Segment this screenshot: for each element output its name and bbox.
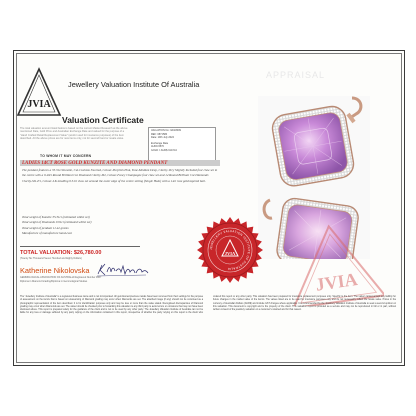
item-title: LADIES 14CT ROSE GOLD KUNZITE AND DIAMOND PENDANT: [22, 161, 168, 166]
weight-line: Total weight of pendant 11.42 grams: [22, 225, 69, 230]
info-line: Date: 19th July 2024: [151, 136, 174, 140]
red-seal-icon: [196, 216, 264, 284]
signer-name: Katherine Nikolovska: [20, 266, 90, 275]
item-description: The pendant features a 35.31ct Kunzite, Cut-Cushion Faceted, Colour-Purplish Pink, Tone-Medium Deep, Clarity-Very Slightly Included four claw set in the centre with a 0.40ct Round Brilliant Cut Diamond Clarity-SI2, Colour-Fancy Champagne four claw set and 14 Round Brilliant Cut Diamonds Clarity-SI1-P1, Colour-I-K totalling 0.51ct claw set around the outer edge of the centre setting (Single Halo) with a 14ct rose gold tapered bail.: [22, 168, 218, 183]
institute-title: Jewellery Valuation Institute Of Australia: [68, 80, 200, 89]
stamp-text: JVIA: [314, 268, 359, 295]
signer-credentials: GEMMOLOGICAL ASSOCIATION OF AUSTRALIA Registered Number 4667: [20, 276, 102, 279]
valuation-info-box: [148, 127, 216, 161]
total-in-words: (Twenty Six Thousand Seven Hundred and Eighty Dollars): [20, 257, 82, 260]
disclaimer-text: The "Jewellery Institute of Australia" is a registered business name and is not incorporated. All gem/stones/precious metals have been removed from their settings for the purpose of assessment on the item/s that is based on unassuming of Diamond grading may occur when Diamonds are set. The attached image (if any) should not be construed as a photographic representation of the item described. It is for identification purposes only and may be less or more than the value stated. Recognised discrepancies of Diamond grading may occur when Diamonds are set. The valuer should be checked prior to forwarding this valuation to any third party to avoid errors or omissions that may not have been disclosed above. This report is prepared solely for the guidance of the client and is not to be used by any other party. The Jewellery Valuation Institute of Australia can not be liable for any loss or damage suffered by any party relying on the information contained in this report, irrespective of whether the party relying on this report is the client who ordered this report or any other party. This valuation has been prepared for insurance replacement purposes only. Specific to the item. The valuer cannot accept any liability for future changes in the market value of the item/s. The values listed are to be used for insurance purposes only and do not necessarily reflect the resale value. Prices in the currency of Australian Dollars (AUD$) and include GST charges where applicable. It is recommended by the Jewellery Valuation Institute of Australia to seek a second opinion on this valuation. This document is copyright and is the property of the client. This valuation report is provided as a service and may not be reproduced in full or in part, without written consent of the jewellery valuation on a customer's retained and for that reason.: [20, 296, 396, 315]
info-line: REF: 0871580: [151, 132, 168, 136]
seal-ring-text: JEWELLERY VALUATION INSTITUTE OF AUSTRALIA: [208, 228, 252, 272]
info-line: VALUATION No: VAI18009: [151, 129, 181, 132]
logo-text: JVIA: [27, 99, 51, 110]
total-valuation: TOTAL VALUATION: $26,780.00: [20, 250, 102, 256]
signature-icon: [96, 262, 150, 278]
weight-line: Manufacture of manufacture hand-cast: [22, 230, 72, 235]
info-line: AUD0.6570: [151, 145, 164, 149]
jvia-stamp-icon: [284, 222, 384, 306]
weight-line: Total weight of Diamonds 0.91ct (estimated whilst set): [22, 220, 92, 225]
weight-line: Total weight of Kunzite 35.31ct (estimated whilst set): [22, 215, 90, 219]
info-line: GOLD = AUD$ 3147/oz: [151, 148, 178, 152]
signer-diploma: Diploma in Diamond Grading/Diploma in Gemmological Studies: [20, 280, 88, 283]
weights-list: [22, 215, 162, 236]
certificate-title: Valuation Certificate: [62, 115, 144, 125]
seal-center-text: JVIA: [224, 251, 236, 256]
jvia-logo-icon: [16, 67, 62, 119]
to-whom-heading: TO WHOM IT MAY CONCERN: [40, 154, 92, 158]
total-divider: [20, 246, 140, 247]
info-line: Exchange Rate: [151, 141, 169, 145]
watermark-text: APPRAISAL: [266, 70, 326, 80]
intro-paragraph: The total valuation amount listed below is based on the current Market Research at the above mentioned Date, Gold Price and Australian Exchange Rate and valued for the purpose of a "Hand Crafted Retail Replacement Value" (and/or used for insurance purposes) of the item described. All the above prices are for new items only, not for second hand or resale value.: [20, 127, 128, 141]
